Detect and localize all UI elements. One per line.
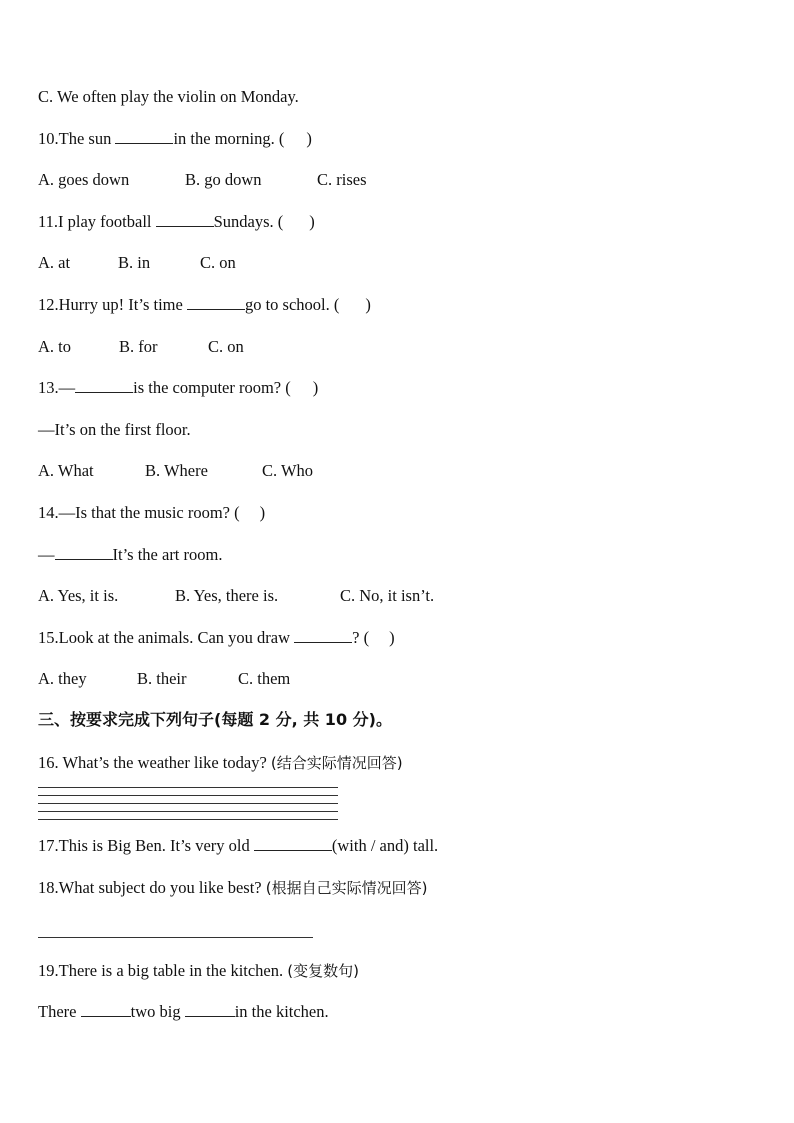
answer-blank[interactable] [156,212,214,227]
option-b[interactable]: B. Yes, there is. [175,586,279,605]
question-11-options [38,253,538,273]
question-14-text: 14.—Is that the music room? ( [38,503,240,522]
question-17-text: 17.This is Big Ben. It’s very old [38,836,254,855]
option-c[interactable]: C. them [238,669,291,688]
option-c[interactable]: C. Who [262,461,314,480]
option-b[interactable]: B. Where [145,461,208,480]
paren-close: ) [365,295,371,314]
answer-blank[interactable] [75,378,133,393]
question-15-options [38,669,538,689]
question-19-text: 19.There is a big table in the kitchen. [38,961,288,980]
option-a[interactable]: A. at [38,253,71,272]
paren-close: ) [309,212,315,231]
option-c[interactable]: C. No, it isn’t. [340,586,435,605]
question-14 [38,503,265,523]
question-18-instruction: (根据自己实际情况回答) [265,879,428,897]
question-15-text: 15.Look at the animals. Can you draw [38,628,295,647]
answer-line[interactable] [38,937,313,938]
question-18-text: 18.What subject do you like best? [38,878,266,897]
question-11-text-2: Sundays. ( [213,212,284,231]
question-19 [38,961,359,981]
question-12-text-2: go to school. ( [244,295,340,314]
answer-text: There [38,1002,81,1021]
option-b[interactable]: B. their [137,669,187,688]
option-a[interactable]: A. to [38,337,71,356]
option-a[interactable]: A. What [38,461,94,480]
question-13 [38,378,318,398]
question-10 [38,129,312,149]
answer-line[interactable] [38,811,338,812]
paren-close: ) [312,378,319,397]
answer-blank[interactable] [254,836,332,851]
question-16-instruction: (结合实际情况回答) [270,754,403,772]
option-b[interactable]: B. for [119,337,158,356]
question-16-text: 16. What’s the weather like today? [38,753,271,772]
question-16 [38,753,403,773]
answer-text-2: two big [130,1002,185,1021]
question-11-text: 11.I play football [38,212,156,231]
answer-blank[interactable] [55,545,113,560]
dash: — [38,545,55,564]
question-13-text-2: is the computer room? ( [133,378,291,397]
option-a[interactable]: A. goes down [38,170,130,189]
question-15-text-2: ? ( [352,628,370,647]
question-15 [38,628,395,648]
option-a[interactable]: A. they [38,669,87,688]
option-b[interactable]: B. go down [185,170,262,189]
question-11 [38,212,315,232]
question-19-answer [38,1002,329,1022]
answer-blank[interactable] [294,628,352,643]
question-12-options [38,337,538,357]
question-13-answer: —It’s on the first floor. [38,420,191,439]
question-18 [38,878,427,898]
answer-blank[interactable] [81,1002,131,1017]
option-c[interactable]: C. on [208,337,244,356]
option-c[interactable]: C. rises [317,170,367,189]
question-10-text: 10.The sun [38,129,116,148]
answer-line[interactable] [38,787,338,788]
question-17-text-2: (with / and) tall. [331,836,439,855]
option-b[interactable]: B. in [118,253,151,272]
question-14-answer [38,545,222,565]
question-13-text: 13.— [38,378,76,397]
answer-line[interactable] [38,819,338,820]
paren-close: ) [259,503,266,522]
question-12 [38,295,371,315]
answer-blank[interactable] [115,129,173,144]
paren-close: ) [389,628,395,647]
question-17 [38,836,438,856]
question-14-options [38,586,538,606]
answer-line[interactable] [38,803,338,804]
section-3-heading: 三、按要求完成下列句子(每题 2 分, 共 10 分)。 [38,710,392,729]
answer-blank[interactable] [185,1002,235,1017]
question-13-options [38,461,538,481]
answer-text-3: in the kitchen. [234,1002,329,1021]
question-19-instruction: (变复数句) [287,962,359,980]
question-10-options [38,170,538,190]
answer-blank[interactable] [187,295,245,310]
option-c[interactable]: C. on [200,253,236,272]
paren-close: ) [306,129,312,148]
answer-line[interactable] [38,795,338,796]
question-14-answer-text: It’s the art room. [112,545,223,564]
option-a[interactable]: A. Yes, it is. [38,586,119,605]
question-10-text-2: in the morning. ( [173,129,285,148]
question-12-text: 12.Hurry up! It’s time [38,295,187,314]
option-c-continuation: C. We often play the violin on Monday. [38,87,299,106]
